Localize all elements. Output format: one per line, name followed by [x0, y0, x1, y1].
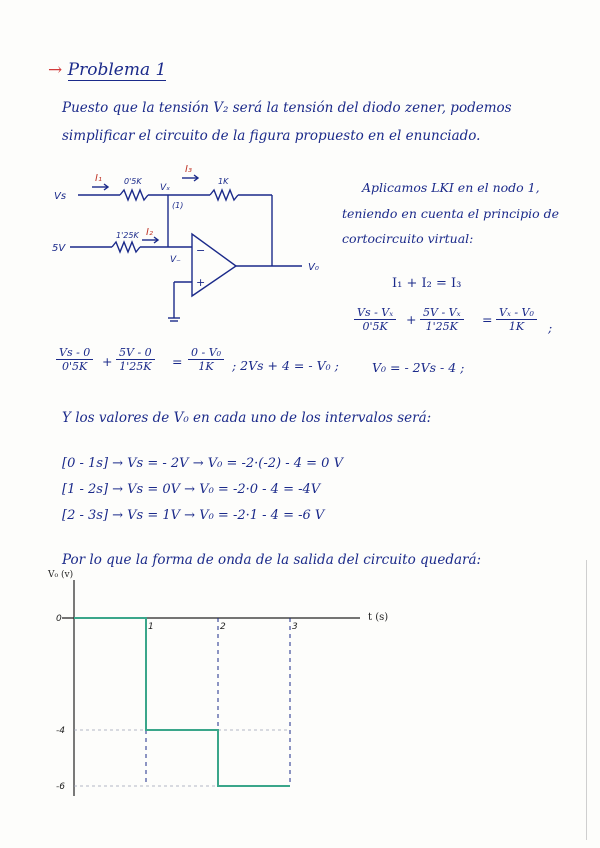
opamp-minus: −	[196, 244, 206, 257]
r1-label: 0'5K	[124, 177, 142, 186]
kcl-frac-2	[420, 306, 464, 333]
r3-label: 1K	[218, 177, 229, 186]
output-waveform-line	[74, 618, 290, 786]
i3-label: I₃	[185, 164, 192, 175]
kcl-frac-1-den: 0'5K	[362, 320, 388, 333]
kcl-frac-1-num: Vs - Vₓ	[354, 306, 396, 320]
sub-frac-3	[188, 346, 224, 373]
5v-label: 5V	[52, 243, 66, 254]
vb-label: V₋	[170, 255, 181, 265]
y-tick-label: 0	[56, 614, 62, 624]
sub-plus: +	[102, 354, 113, 369]
kcl-end: ;	[548, 320, 553, 335]
opamp-plus: +	[196, 276, 206, 289]
kcl-frac-1	[354, 306, 396, 333]
vs-label: Vs	[54, 191, 67, 202]
intervals-intro: Y los valores de V₀ en cada uno de los intervalos será:	[62, 410, 432, 426]
interval-row-3: [2 - 3s] → Vs = 1V → V₀ = -2·1 - 4 = -6 V	[62, 508, 325, 523]
sub-rest-2: V₀ = - 2Vs - 4 ;	[372, 360, 465, 375]
x-tick-label: 3	[292, 622, 298, 632]
kcl-equation: I₁ + I₂ = I₃	[392, 276, 462, 291]
waveform-intro: Por lo que la forma de onda de la salida del circuito quedará:	[62, 552, 482, 568]
y-axis-label: V₀ (v)	[48, 570, 74, 580]
node1-label: (1)	[172, 201, 184, 210]
kcl-frac-3-num: Vₓ - V₀	[496, 306, 537, 320]
output-label: V₀	[308, 262, 319, 273]
sub-frac-2	[116, 346, 155, 373]
page-margin-line	[586, 560, 587, 840]
sub-equals: =	[172, 354, 183, 369]
intro-line-2: simplificar el circuito de la figura propuesto en el enunciado.	[62, 128, 481, 144]
vx-label: Vₓ	[160, 183, 171, 193]
sub-frac-2-den: 1'25K	[119, 360, 152, 373]
r2-label: 1'25K	[116, 231, 139, 240]
i2-label: I₂	[146, 227, 153, 238]
intro-line-1: Puesto que la tensión V₂ será la tensión del diodo zener, podemos	[62, 100, 512, 116]
x-tick-label: 2	[220, 622, 226, 632]
kcl-frac-2-den: 1'25K	[425, 320, 458, 333]
kcl-frac-2-num: 5V - Vₓ	[420, 306, 464, 320]
interval-row-1: [0 - 1s] → Vs = - 2V → V₀ = -2·(-2) - 4 = 0 V	[62, 456, 343, 471]
x-tick-label: 1	[148, 622, 154, 632]
i1-label: I₁	[95, 173, 102, 184]
kcl-frac-3-den: 1K	[508, 320, 525, 333]
sub-frac-1-num: Vs - 0	[56, 346, 93, 360]
output-waveform-chart	[0, 560, 600, 810]
sub-frac-1-den: 0'5K	[62, 360, 88, 373]
kcl-line-3: cortocircuito virtual:	[342, 231, 474, 246]
arrow-icon: →	[48, 60, 63, 80]
sub-frac-1	[56, 346, 93, 373]
kcl-frac-3	[496, 306, 537, 333]
kcl-plus: +	[406, 312, 417, 327]
kcl-line-1: Aplicamos LKI en el nodo 1,	[362, 180, 540, 195]
sub-frac-3-num: 0 - V₀	[188, 346, 224, 360]
x-axis-label: t (s)	[368, 612, 389, 623]
kcl-equals: =	[482, 312, 493, 327]
y-tick-label: -4	[56, 726, 65, 736]
y-tick-label: -6	[56, 782, 65, 792]
problem-title	[48, 60, 166, 80]
interval-row-2: [1 - 2s] → Vs = 0V → V₀ = -2·0 - 4 = -4V	[62, 482, 321, 497]
kcl-line-2: teniendo en cuenta el principio de	[342, 206, 560, 221]
problem-title-text: Problema 1	[67, 60, 167, 80]
circuit-diagram	[40, 162, 340, 342]
sub-frac-2-num: 5V - 0	[116, 346, 155, 360]
sub-rest-1: ; 2Vs + 4 = - V₀ ;	[232, 358, 339, 373]
sub-frac-3-den: 1K	[198, 360, 214, 373]
